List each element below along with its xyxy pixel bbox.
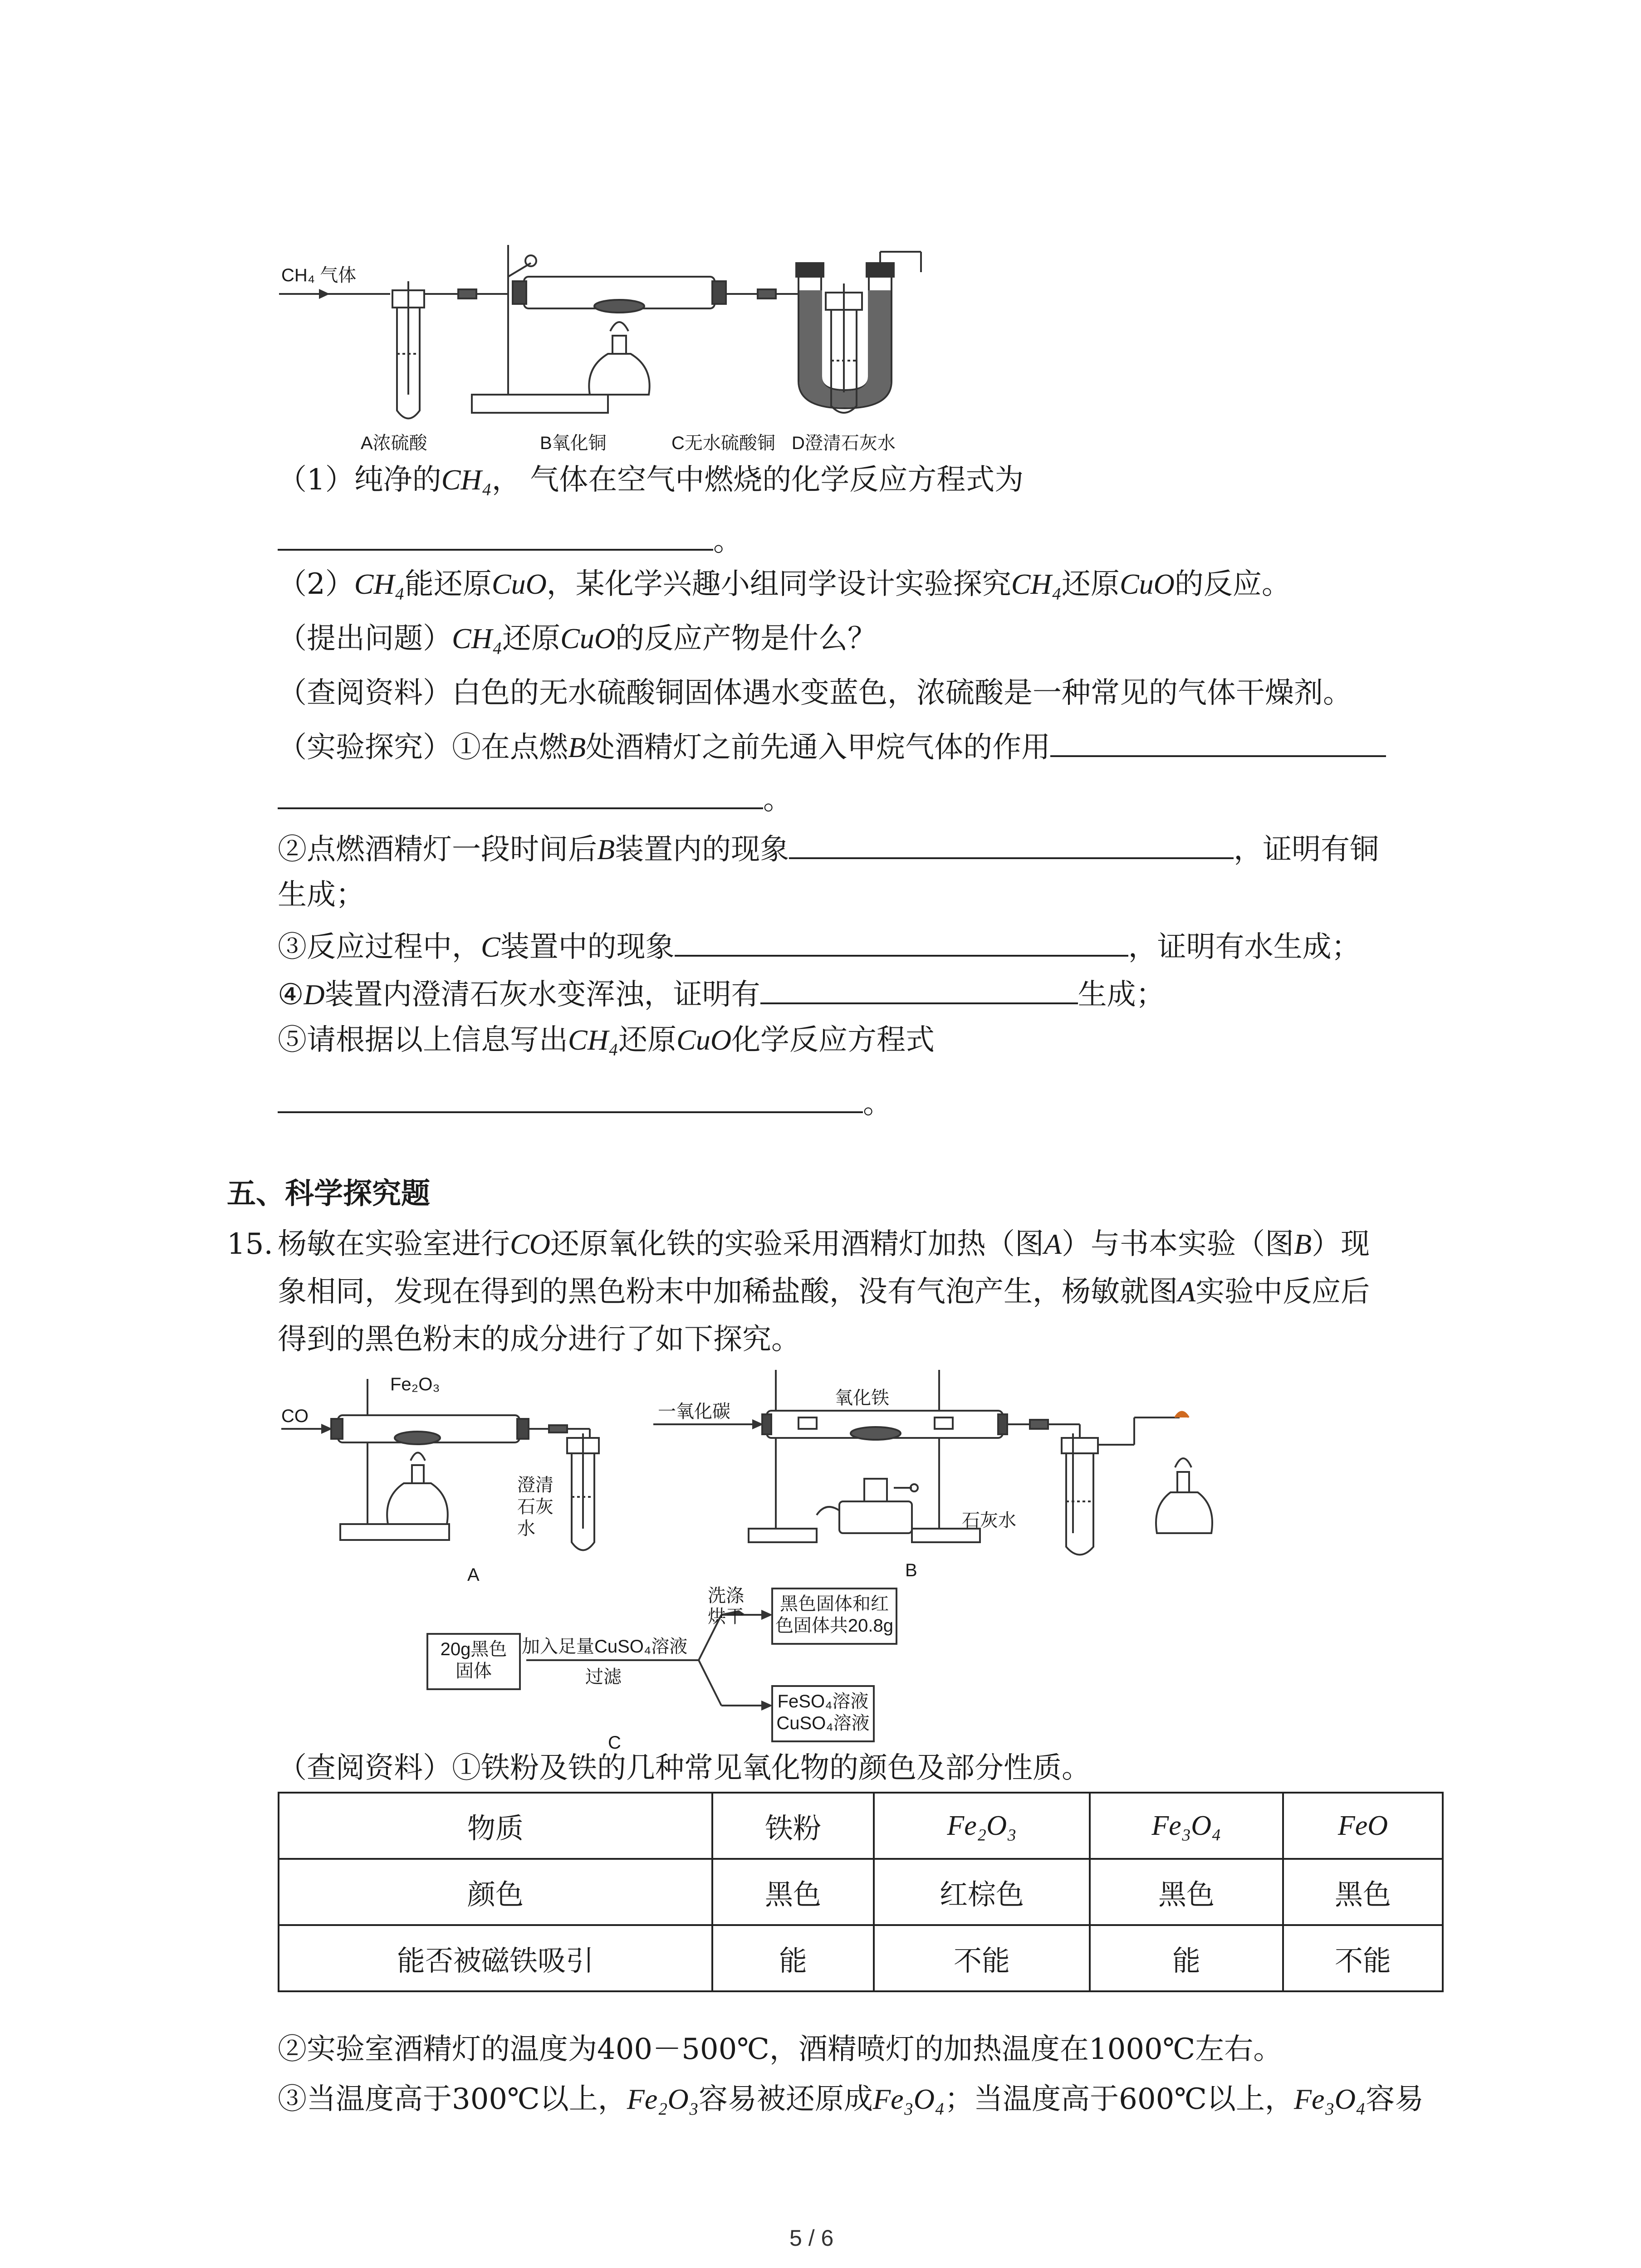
- tube-d-drawing: [803, 284, 885, 420]
- table-row: [279, 1925, 1443, 1991]
- q15-line-1: 杨敏在实验室进行CO还原氧化铁的实验采用酒精灯加热（图A）与书本实验（图B）现: [278, 1227, 1370, 1261]
- section-title: 五、科学探究题: [227, 1177, 430, 1211]
- q15-number: 15.: [227, 1227, 273, 1261]
- answer-blank-4[interactable]: [789, 826, 1234, 859]
- tube-d: [803, 284, 885, 420]
- table-cell: 能: [712, 1925, 874, 1991]
- a-co-label: CO: [281, 1406, 309, 1426]
- flow-start-box: 20g黑色 固体: [426, 1633, 521, 1690]
- table-cell: 红棕色: [874, 1859, 1090, 1925]
- a-limewater-label: 澄清 石灰 水: [517, 1475, 554, 1539]
- label-c: C无水硫酸铜: [671, 433, 775, 453]
- q1-line-13: 。: [278, 1080, 892, 1125]
- label-a: A浓硫酸: [361, 433, 427, 453]
- table-header-row: [279, 1793, 1443, 1859]
- table-cell: 不能: [1283, 1925, 1443, 1991]
- q1-line-12: ⑤请根据以上信息写出CH₄还原CuO化学反应方程式: [278, 1023, 935, 1057]
- answer-blank-2[interactable]: [1050, 723, 1386, 757]
- q1-line-11: ④D装置内澄清石灰水变浑浊，证明有 生成；: [278, 971, 1165, 1017]
- q1-line-8: ②点燃酒精灯一段时间后B装置内的现象 ，证明有铜: [278, 826, 1379, 871]
- answer-blank-5[interactable]: [675, 923, 1128, 957]
- table-header-cell: Fe₃O₄: [1090, 1793, 1283, 1859]
- q1-line-5: （查阅资料）白色的无水硫酸铜固体遇水变蓝色，浓硫酸是一种常见的气体干燥剂。: [278, 676, 1352, 710]
- q1-line-10: ③反应过程中，C装置中的现象 ，证明有水生成；: [278, 923, 1361, 969]
- q1-line-4: （提出问题）CH₄还原CuO的反应产物是什么？: [278, 622, 877, 655]
- apparatus-a-drawing: [277, 1370, 603, 1565]
- properties-table: [278, 1792, 1444, 1992]
- table-row: [279, 1859, 1443, 1925]
- table-cell: 黑色: [712, 1859, 874, 1925]
- table-cell: 能否被磁铁吸引: [279, 1925, 712, 1991]
- label-d: D澄清石灰水: [792, 433, 896, 453]
- table-cell: 黑色: [1090, 1859, 1283, 1925]
- table-cell: 不能: [874, 1925, 1090, 1991]
- b-oxide-label: 氧化铁: [835, 1388, 889, 1408]
- table-cell: 黑色: [1283, 1859, 1443, 1925]
- c-caption: C: [608, 1733, 621, 1753]
- info-note-3: ③当温度高于300℃以上，Fe₂O₃容易被还原成Fe₃O₄；当温度高于600℃以上，Fe₃O₄容易: [278, 2082, 1424, 2116]
- q1-line-2: 。: [278, 517, 742, 563]
- q1-line-3: （2）CH₄能还原CuO，某化学兴趣小组同学设计实验探究CH₄还原CuO的反应。: [278, 567, 1291, 601]
- info-note-2: ②实验室酒精灯的温度为400－500℃，酒精喷灯的加热温度在1000℃左右。: [278, 2033, 1283, 2066]
- answer-blank-3[interactable]: [278, 776, 763, 809]
- ch4-inlet-label: CH₄ 气体: [281, 265, 357, 285]
- apparatus-a: [277, 1370, 603, 1565]
- a-fe2o3-label: Fe₂O₃: [390, 1374, 440, 1394]
- answer-blank-6[interactable]: [760, 971, 1078, 1004]
- q1-line-1: （1）纯净的CH₄， 气体在空气中燃烧的化学反应方程式为: [278, 463, 1024, 497]
- flow-reagent-label: 加入足量CuSO₄溶液: [522, 1637, 688, 1657]
- apparatus-b-drawing: [649, 1365, 1248, 1565]
- q15-line-2: 象相同，发现在得到的黑色粉末中加稀盐酸，没有气泡产生，杨敏就图A实验中反应后: [278, 1275, 1370, 1309]
- flow-wash-label: 洗涤 烘干: [708, 1586, 744, 1627]
- label-b: B氧化铜: [540, 433, 607, 453]
- q1-line-6: （实验探究）①在点燃B处酒精灯之前先通入甲烷气体的作用: [278, 723, 1386, 769]
- table-header-cell: FeO: [1283, 1793, 1443, 1859]
- b-co-label: 一氧化碳: [658, 1402, 730, 1422]
- page-number: 5 / 6: [789, 2225, 834, 2251]
- table-header-cell: 物质: [279, 1793, 712, 1859]
- table-cell: 颜色: [279, 1859, 712, 1925]
- info-intro: （查阅资料）①铁粉及铁的几种常见氧化物的颜色及部分性质。: [278, 1751, 1091, 1785]
- b-caption: B: [905, 1560, 917, 1580]
- q15-line-3: 得到的黑色粉末的成分进行了如下探究。: [278, 1323, 800, 1356]
- answer-blank-1[interactable]: [278, 517, 713, 551]
- answer-blank-7[interactable]: [278, 1080, 863, 1113]
- flow-solid-box: 黑色固体和红 色固体共20.8g: [771, 1588, 897, 1645]
- apparatus-b: [649, 1365, 1248, 1565]
- q1-line-9: 生成；: [278, 878, 365, 912]
- flow-filter-label: 过滤: [585, 1667, 622, 1687]
- table-cell: 能: [1090, 1925, 1283, 1991]
- table-header-cell: Fe₂O₃: [874, 1793, 1090, 1859]
- q1-line-7: 。: [278, 776, 792, 821]
- flow-solution-box: FeSO₄溶液 CuSO₄溶液: [771, 1685, 875, 1742]
- table-header-cell: 铁粉: [712, 1793, 874, 1859]
- a-caption: A: [467, 1565, 480, 1585]
- b-limewater-label: 石灰水: [962, 1510, 1016, 1530]
